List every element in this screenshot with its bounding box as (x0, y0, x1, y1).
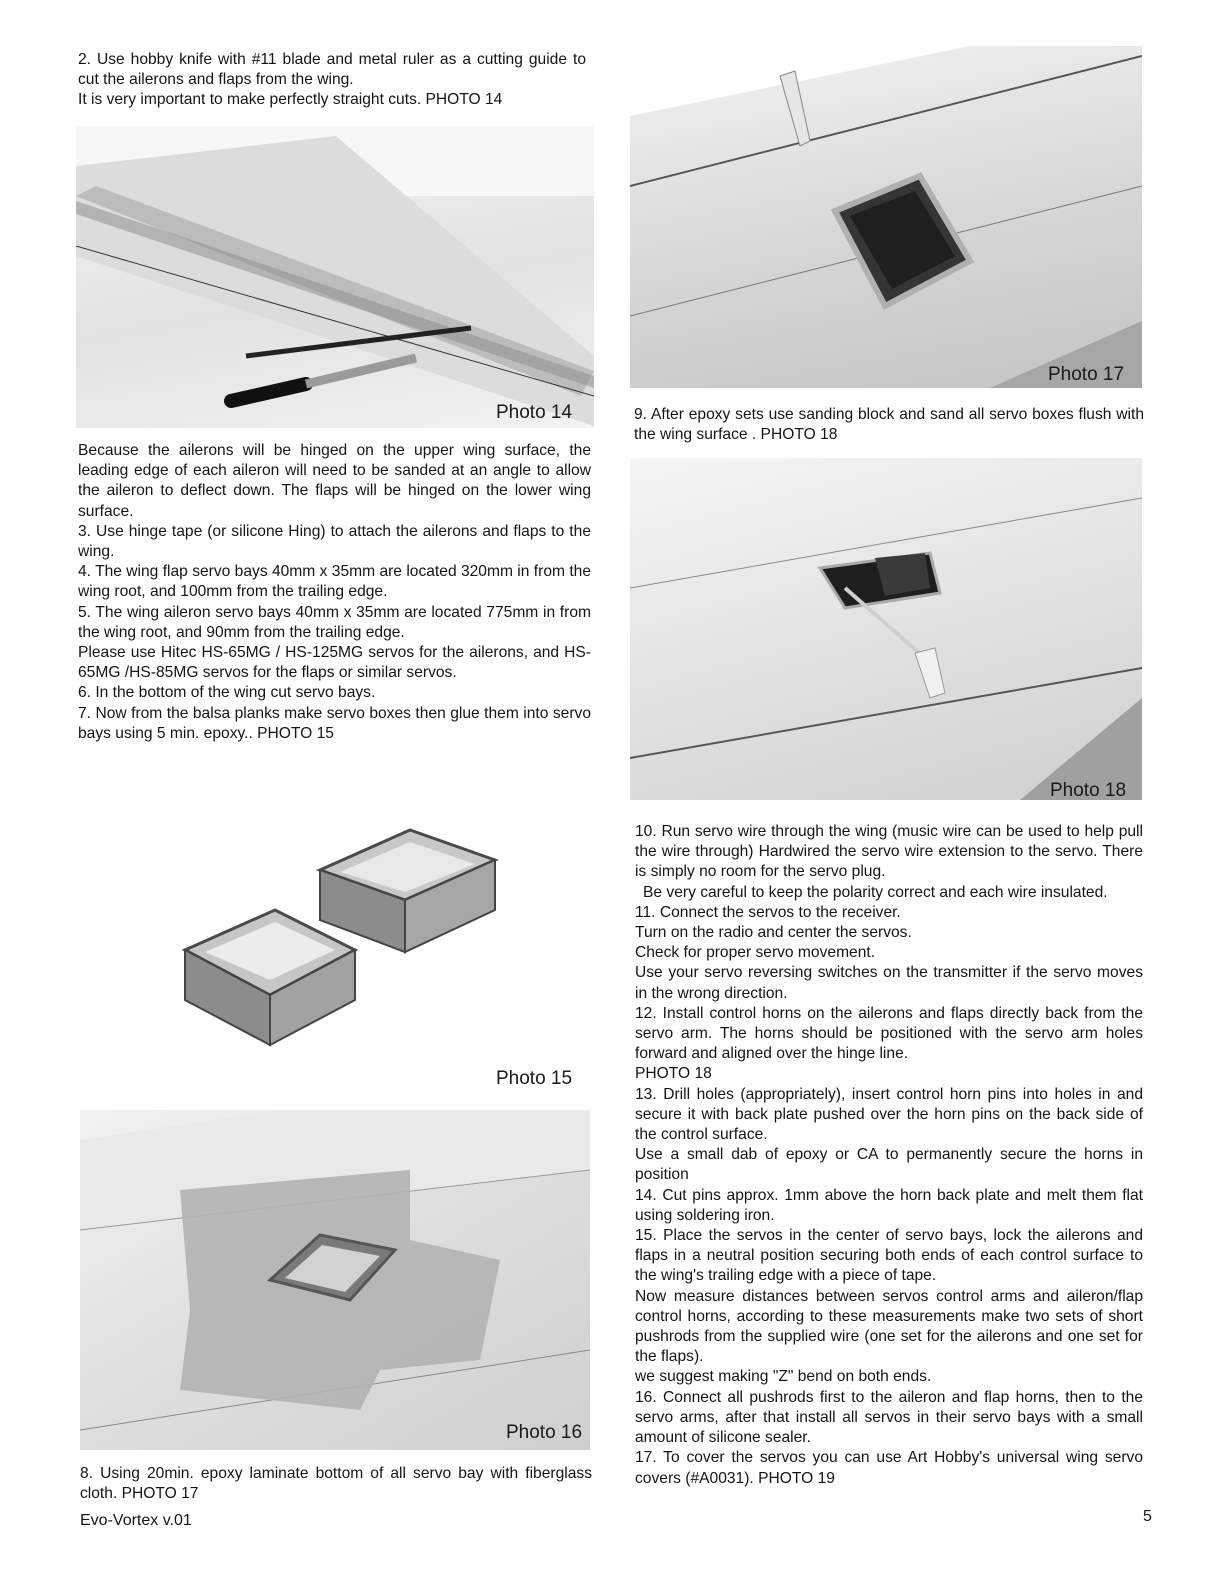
step2-paragraph: 2. Use hobby knife with #11 blade and metal ruler as a cutting guide to cut the ailerons and flaps from the wing. (78, 51, 586, 89)
step11-paragraph: 11. Connect the servos to the receiver. (635, 903, 901, 921)
photo-17-illustration (630, 46, 1142, 388)
servo-reverse-paragraph: Use your servo reversing switches on the transmitter if the servo moves in the wrong direction. (635, 964, 1143, 1002)
step7-paragraph: 7. Now from the balsa planks make servo boxes then glue them into servo bays using 5 min. epoxy.. PHOTO 15 (78, 704, 591, 742)
left-body-text (78, 441, 591, 744)
photo-14-label: Photo 14 (496, 402, 573, 423)
photo-16-label: Photo 16 (506, 1422, 583, 1443)
photo-14 (76, 126, 594, 428)
step4-paragraph: 4. The wing flap servo bays 40mm x 35mm are located 320mm in from the wing root, and 100mm from the trailing edge. (78, 563, 591, 601)
step2-text (78, 50, 586, 111)
z-bend-paragraph: we suggest making "Z" bend on both ends. (635, 1368, 932, 1386)
photo-16-illustration (80, 1110, 590, 1450)
photo-17-label: Photo 17 (1048, 364, 1125, 385)
step9-paragraph: 9. After epoxy sets use sanding block and sand all servo boxes flush with the wing surface . PHOTO 18 (634, 406, 1144, 444)
step5-paragraph: 5. The wing aileron servo bays 40mm x 35mm are located 775mm in from the wing root, and 90mm from the trailing edge. (78, 603, 591, 641)
step13-paragraph: 13. Drill holes (appropriately), insert control horn pins into holes in and secure it with back plate pushed over the horn pins on the back side of the control surface. (635, 1085, 1143, 1144)
photo-15-label: Photo 15 (496, 1068, 573, 1089)
step14-paragraph: 14. Cut pins approx. 1mm above the horn back plate and melt them flat using soldering iron. (635, 1186, 1143, 1224)
step9-text (634, 405, 1144, 445)
step8-paragraph: 8. Using 20min. epoxy laminate bottom of all servo bay with fiberglass cloth. PHOTO 17 (80, 1465, 592, 1503)
step16-paragraph: 16. Connect all pushrods first to the aileron and flap horns, then to the servo arms, after that install all servos in their servo bays with a small amount of silicone sealer. (635, 1388, 1143, 1447)
ailerons-hinge-paragraph: Because the ailerons will be hinged on the upper wing surface, the leading edge of each aileron will need to be sanded at an angle to allow the aileron to deflect down. The flaps will be hinged on the lower wing surface. (78, 442, 591, 520)
step8-text (80, 1464, 592, 1504)
document-version: Evo-Vortex v.01 (80, 1512, 192, 1529)
radio-center-paragraph: Turn on the radio and center the servos. (635, 924, 912, 942)
epoxy-paragraph: Use a small dab of epoxy or CA to permanently secure the horns in position (635, 1146, 1143, 1184)
photo-16 (80, 1110, 590, 1450)
servo-recommendation-paragraph: Please use Hitec HS-65MG / HS-125MG servos for the ailerons, and HS-65MG /HS-85MG servos for the flaps or similar servos. (78, 644, 591, 682)
photo18-ref: PHOTO 18 (635, 1065, 712, 1083)
photo-15-illustration (160, 800, 590, 1100)
servo-check-paragraph: Check for proper servo movement. (635, 944, 876, 962)
photo-18-label: Photo 18 (1050, 780, 1127, 800)
pushrod-measure-paragraph: Now measure distances between servos control arms and aileron/flap control horns, according to these measurements make two sets of short pushrods from the supplied wire (one set for the ailerons and one set for the flaps). (635, 1287, 1143, 1366)
step3-paragraph: 3. Use hinge tape (or silicone Hing) to attach the ailerons and flaps to the wing. (78, 522, 591, 561)
step6-paragraph: 6. In the bottom of the wing cut servo bays. (78, 684, 376, 702)
polarity-paragraph: Be very careful to keep the polarity correct and each wire insulated. (643, 883, 1108, 901)
step2-note: It is very important to make perfectly straight cuts. PHOTO 14 (78, 91, 503, 109)
step15-paragraph: 15. Place the servos in the center of servo bays, lock the ailerons and flaps in a neutral position securing both ends of each control surface to the wing's trailing edge with a piece of tape. (635, 1227, 1143, 1285)
photo-14-illustration (76, 126, 594, 428)
photo-18-illustration (630, 458, 1142, 800)
step17-paragraph: 17. To cover the servos you can use Art Hobby's universal wing servo covers (#A0031). PHOTO 19 (635, 1449, 1143, 1487)
photo-18 (630, 458, 1142, 800)
step10-paragraph: 10. Run servo wire through the wing (music wire can be used to help pull the wire through) Hardwired the servo wire extension to the servo. There is simply no room for the servo plug. (635, 823, 1143, 881)
photo-15 (160, 800, 590, 1100)
photo-17 (630, 46, 1142, 388)
step12-paragraph: 12. Install control horns on the ailerons and flaps directly back from the servo arm. The horns should be positioned with the servo arm holes forward and aligned over the hinge line. (635, 1004, 1143, 1063)
right-body-text (635, 822, 1143, 1489)
page-number: 5 (1143, 1508, 1152, 1525)
